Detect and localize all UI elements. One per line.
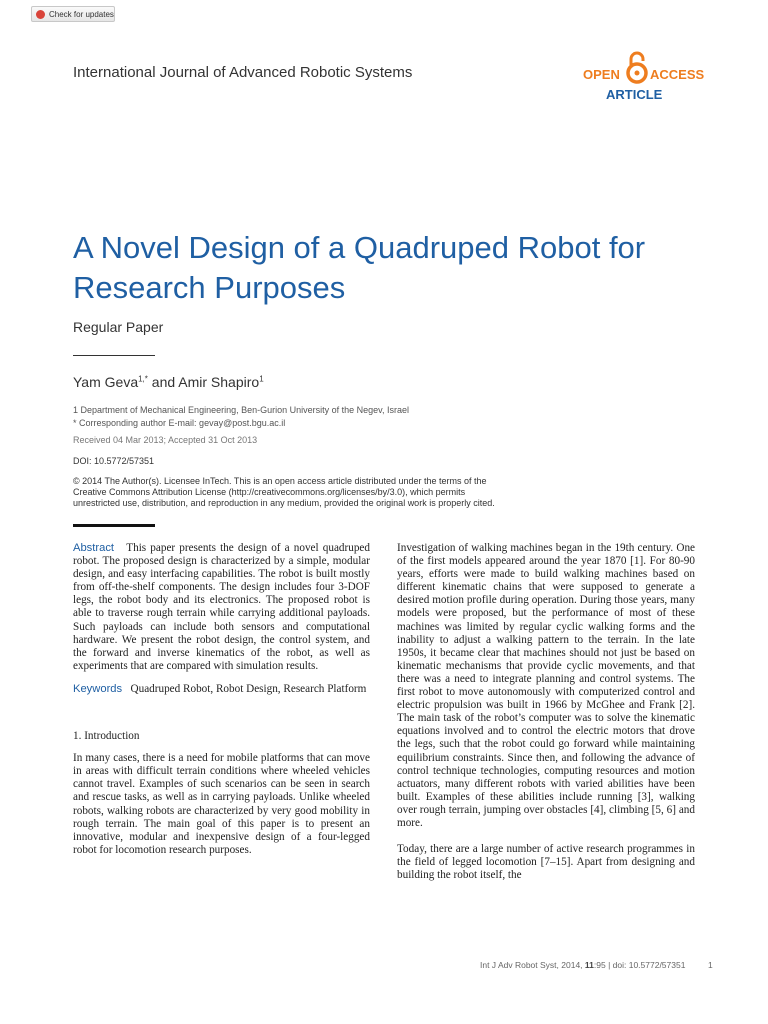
paper-title: A Novel Design of a Quadruped Robot for Research Purposes: [73, 230, 646, 305]
history-paragraph: Investigation of walking machines began in the 19th century. One of the first models appeared around the year 1870 [1]. For 80-90 years, efforts were made to build walking machines based on different kinematic chains that were supposed to generate a desired motion profile during operation. During those years, many models were proposed, but the performance of most of these machines was limited by regular cyclic walking forms and the inability to adjust a walking pattern to the terrain. In the late 1950s, it became clear that machines should not just be based on kinematic mechanisms that provide cyclic movements, and that there was a need to integrate planning and control systems. The first robot to move autonomously with computerized control and electric propulsion was built in 1966 by McGhee and Frank [2]. The main task of the robot’s computer was to solve the kinematic equations involved and to control the electric motors that drove the legs, such that the robot could go forward while maintaining equilibrium constraints. Since then, and following the advance of control technique technologies, computing resources and motion actuators, many different robots with varied abilities have been built. Examples of these abilities include running [3], walking over rough terrain, jumping over obstacles [4], climbing [5, 6] and more.: [397, 542, 695, 829]
abstract-label: Abstract: [73, 542, 115, 554]
footer-citation: [480, 960, 685, 970]
license-statement: © 2014 The Author(s). Licensee InTech. This is an open access article distributed under the terms of the Creative Commons Attribution License (http://creativecommons.org/licenses/by/3.0), which permits unrestricted use, distribution, and reproduction in any medium, provided the original work is properly cited.: [73, 476, 495, 508]
open-access-lock-icon: [625, 50, 649, 84]
open-access-logo: [583, 50, 703, 102]
keywords: [73, 683, 370, 696]
footer-doi: :95 | doi: 10.5772/57351: [593, 960, 686, 970]
left-column: [73, 542, 370, 857]
article-label: ARTICLE: [606, 87, 663, 102]
paper-type: Regular Paper: [73, 319, 164, 335]
corresponding-author: * Corresponding author E-mail: gevay@post.bgu.ac.il: [73, 418, 286, 428]
research-paragraph: Today, there are a large number of active research programmes in the field of legged locomotion [7–15]. Apart from designing and building the robot itself, the: [397, 843, 695, 882]
footer-journal: Int J Adv Robot Syst, 2014,: [480, 960, 585, 970]
divider: [73, 355, 155, 356]
affiliation: 1 Department of Mechanical Engineering, Ben-Gurion University of the Negev, Israel: [73, 405, 410, 415]
footer-volume: 11: [584, 960, 594, 970]
check-for-updates-badge[interactable]: [31, 6, 115, 22]
update-icon: [36, 10, 45, 19]
author-2-affiliation-mark: 1: [259, 374, 264, 384]
page-number: 1: [708, 960, 713, 970]
open-label: OPEN: [583, 67, 620, 82]
author-1: Yam Geva: [73, 374, 139, 390]
right-column: [397, 542, 695, 882]
keywords-text: Quadruped Robot, Robot Design, Research Platform: [130, 682, 367, 695]
received-accepted-dates: Received 04 Mar 2013; Accepted 31 Oct 2013: [73, 435, 258, 445]
abstract-text: This paper presents the design of a novel quadruped robot. The proposed design is characterized by a simple, modular design, and easy interfacing capabilities. The robot is built mostly from off-the-shelf components. The design includes four 3-DOF legs, the robot body and its electronics. The proposed robot is able to traverse rough terrain while carrying additional payloads. Such payloads can include both sensors and computational hardware. We present the robot design, the control system, and the forward and inverse kinematics of the robot, as well as experiments that are compared with simulation results.: [73, 542, 370, 672]
check-for-updates-label: Check for updates: [49, 10, 114, 19]
journal-name: International Journal of Advanced Robotic Systems: [73, 64, 413, 81]
doi[interactable]: DOI: 10.5772/57351: [73, 456, 155, 466]
keywords-label: Keywords: [73, 682, 123, 695]
section-heading: 1. Introduction: [73, 730, 140, 743]
authors: [73, 374, 264, 390]
author-1-affiliation-mark: 1,*: [138, 374, 148, 384]
abstract: [73, 542, 370, 673]
section-divider: [73, 524, 155, 527]
intro-paragraph: In many cases, there is a need for mobile platforms that can move in areas with difficult terrain conditions where wheeled vehicles cannot travel. Examples of such scenarios can be seen in search and rescue tasks, as well as in carrying payloads. Unlike wheeled robots, walking robots are characterized by very good mobility in rough terrain. The main goal of this paper is to present an innovative, modular and inexpensive design of a four-legged robot for locomotion research purposes.: [73, 752, 370, 856]
author-2: and Amir Shapiro: [147, 374, 260, 390]
access-label: ACCESS: [650, 67, 705, 82]
